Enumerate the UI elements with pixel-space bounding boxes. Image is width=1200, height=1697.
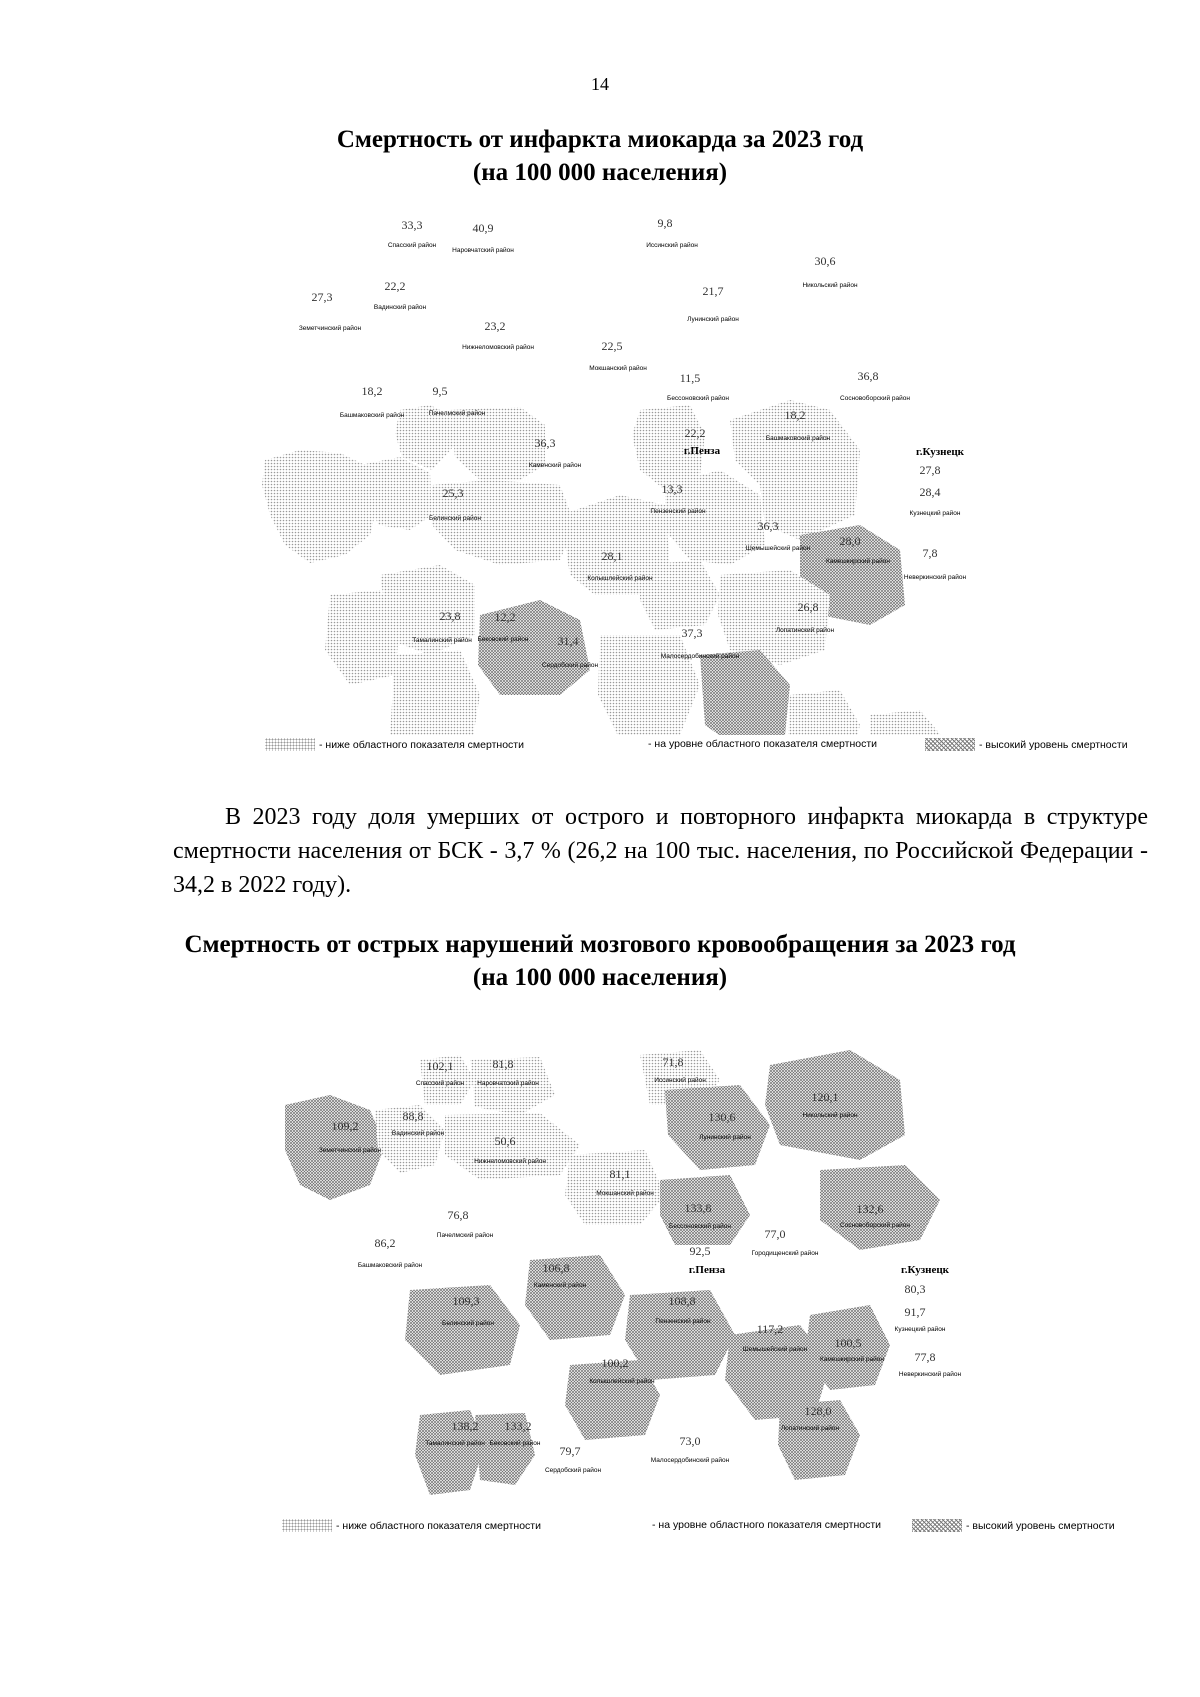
map2-name-bekovo: Бековский район	[489, 1440, 541, 1447]
map2-name-penza-city: г.Пенза	[688, 1264, 726, 1276]
map1-name-zemetchino: Земетчинский район	[298, 325, 362, 332]
map2-region-kamenka	[525, 1255, 625, 1340]
map2-val-sosnovoborsk: 132,6	[856, 1202, 884, 1216]
map1-name-serdobsk: Сердобский район	[541, 662, 599, 669]
map2-title-line2: (на 100 000 населения)	[472, 964, 728, 991]
map1-legend-level	[648, 738, 877, 750]
map1-legend-level-label: - на уровне областного показателя смертности	[648, 738, 878, 750]
map2-val-penza-city: 92,5	[689, 1244, 711, 1258]
map1-val-kameshkir: 28,0	[839, 534, 861, 548]
map2-name-spassk: Спасский район	[415, 1080, 465, 1087]
map1-val-bekovo: 12,2	[494, 610, 516, 624]
map2-name-mokshan: Мокшанский район	[596, 1190, 654, 1197]
map1-name-pachelma: Пачелмский район	[428, 410, 486, 417]
map1-val-pachelma: 9,5	[432, 384, 448, 398]
map2-region-kolyshley	[565, 1360, 660, 1440]
map1-name-mokshan: Мокшанский район	[589, 365, 647, 372]
map1-val-shemysheika: 36,3	[757, 519, 779, 533]
map2-region-mokshan	[565, 1150, 665, 1225]
map1-name-spassk: Спасский район	[387, 242, 437, 249]
map1-legend-below-label: - ниже областного показателя смертности	[319, 738, 524, 751]
map2-name-narovchat: Наровчатский район	[477, 1080, 539, 1087]
map1-name-penza-r: Пензенский район	[650, 508, 706, 515]
map2-val-narovchat: 81,8	[492, 1057, 514, 1071]
map1-val-kamenka: 36,3	[534, 436, 556, 450]
map1-name-bekovo: Бековский район	[477, 636, 529, 643]
map1-val-kuznetsk-r: 28,4	[919, 485, 941, 499]
map1-name-issa: Иссинский район	[646, 242, 698, 249]
map2-val-kolyshley: 100,2	[601, 1356, 629, 1370]
map1-val-tamala: 23,8	[439, 609, 461, 623]
map2-region-lunino	[665, 1085, 770, 1170]
map2-name-penza-r: Пензенский район	[655, 1318, 711, 1325]
map1-name-bashmakovo: Башмаковский район	[339, 412, 405, 419]
map2-name-malsardob: Малосердобинский район	[650, 1457, 730, 1464]
map1-val-kuznetsk-city: 27,8	[919, 463, 941, 477]
map1-name-vadinsk: Вадинский район	[373, 304, 427, 311]
map1-region-narovchat	[450, 407, 545, 480]
map2-name-sosnovoborsk: Сосновоборский район	[840, 1222, 910, 1229]
map1-val-malsardob: 37,3	[681, 626, 703, 640]
map1-val-neverkino: 7,8	[922, 546, 938, 560]
map1-name-penza-city: г.Пенза	[683, 445, 721, 457]
map2-val-shemysheika: 117,2	[756, 1322, 784, 1336]
map2-val-belinsky: 109,3	[452, 1294, 480, 1308]
map2-name-kuznetsk-city: г.Кузнецк	[900, 1264, 950, 1276]
map1-val-narovchat: 40,9	[472, 221, 494, 235]
map1-legend-swatch-high	[925, 738, 975, 751]
map2-title-line1: Смертность от острых нарушений мозгового кровообращения за 2023 год	[184, 931, 1016, 958]
map2-val-bessonovka: 133,8	[684, 1201, 712, 1215]
map2-val-bekovo: 133,2	[504, 1419, 532, 1433]
map1-choropleth	[0, 195, 1200, 735]
map2-name-belinsky: Белинский район	[442, 1320, 494, 1327]
map1-val-penza-city: 22,2	[684, 426, 706, 440]
map1-val-vadinsk: 22,2	[384, 279, 406, 293]
map2-legend-high	[912, 1519, 1115, 1532]
map1-name-belinsky: Белинский район	[429, 515, 481, 522]
map1-legend-swatch-below	[265, 738, 315, 751]
map1-legend-below	[265, 738, 524, 751]
map1-name-tamala: Тамалинский район	[412, 637, 472, 644]
map1-name-kamenka: Каменский район	[528, 462, 582, 469]
map2-val-kuznetsk-r: 91,7	[904, 1305, 926, 1319]
map2-name-tamala: Тамалинский район	[425, 1440, 485, 1447]
map1-name-gorodishche: Башмаковский район	[765, 435, 831, 442]
map1-title-line1: Смертность от инфаркта миокарда за 2023 год	[336, 126, 864, 153]
map2-name-pachelma: Пачелмский район	[436, 1232, 494, 1239]
map2-name-kameshkir: Камешкирский район	[819, 1356, 885, 1363]
map2-name-neverkino: Неверкинский район	[898, 1371, 962, 1378]
map1-val-bessonovka: 11,5	[679, 371, 701, 385]
map1-val-issa: 9,8	[657, 216, 673, 230]
map1-val-belinsky: 25,3	[442, 486, 464, 500]
map1-val-nikolsk: 30,6	[814, 254, 836, 268]
map1-name-bessonovka: Бессоновский район	[667, 395, 729, 402]
map1-val-bashmakovo: 18,2	[361, 384, 383, 398]
map2-val-mokshan: 81,1	[609, 1167, 631, 1181]
map2-name-nizhlomov: Нижнеломовский район	[474, 1158, 546, 1165]
map1-name-nikolsk: Никольский район	[802, 282, 858, 289]
map2-name-nikolsk: Никольский район	[802, 1112, 858, 1119]
map1-val-serdobsk: 31,4	[557, 634, 579, 648]
map1-region-penza-r	[598, 635, 700, 735]
map2-title	[60, 928, 1140, 994]
map1-name-lunino: Лунинский район	[687, 316, 739, 323]
map2-legend-swatch-below	[282, 1519, 332, 1532]
map2-name-lunino: Лунинский район	[699, 1134, 751, 1141]
map1-region-neverkino	[870, 710, 945, 735]
map2-val-nikolsk: 120,1	[811, 1090, 839, 1104]
map2-name-lopatino: Лопатинский район	[780, 1425, 840, 1432]
map1-title	[60, 123, 1140, 189]
map2-region-nikolsk	[765, 1050, 905, 1160]
map2-legend-level-label: - на уровне областного показателя смертности	[652, 1519, 882, 1531]
map1-legend-high-label: - высокий уровень смертности	[979, 738, 1128, 751]
map2-legend-swatch-high	[912, 1519, 962, 1532]
map2-legend-below	[282, 1519, 541, 1532]
map1-name-neverkino: Неверкинский район	[903, 574, 967, 581]
map1-val-zemetchino: 27,3	[311, 290, 333, 304]
map1-name-narovchat: Наровчатский район	[452, 247, 514, 254]
map2-val-spassk: 102,1	[426, 1059, 454, 1073]
map2-val-serdobsk: 79,7	[559, 1444, 581, 1458]
map2-val-penza-r: 108,8	[668, 1294, 696, 1308]
map1-name-nizhlomov: Нижнеломовский район	[462, 344, 534, 351]
map2-legend	[0, 1519, 1200, 1537]
map2-choropleth	[0, 1035, 1200, 1515]
map1-val-lunino: 21,7	[702, 284, 724, 298]
map1-name-shemysheika: Шемышейский район	[745, 545, 811, 552]
map2-name-issa: Иссинский район	[654, 1077, 706, 1084]
map2-val-pachelma: 76,8	[447, 1208, 469, 1222]
map1-name-kuznetsk-r: Кузнецкий район	[909, 510, 961, 517]
map1-name-kameshkir: Камешкирский район	[825, 558, 891, 565]
map2-name-shemysheika: Шемышейский район	[742, 1346, 808, 1353]
map2-name-zemetchino: Земетчинский район	[318, 1147, 382, 1154]
map2-name-bashmakovo: Башмаковский район	[357, 1262, 423, 1269]
map1-val-lopatino: 26,8	[797, 600, 819, 614]
page-number: 14	[591, 74, 609, 94]
map2-name-kuznetsk-r: Кузнецкий район	[894, 1326, 946, 1333]
map1-region-bessonovka	[640, 560, 720, 630]
map1-val-gorodishche: 18,2	[784, 408, 806, 422]
map1-name-kuznetsk-city: г.Кузнецк	[915, 446, 965, 458]
map1-legend	[0, 738, 1200, 756]
map1-val-mokshan: 22,5	[601, 339, 623, 353]
map2-val-gorodishche: 77,0	[764, 1227, 786, 1241]
map2-val-lopatino: 128,0	[804, 1404, 832, 1418]
map1-region-belinsky	[390, 650, 480, 735]
map1-region-kameshkir	[788, 690, 860, 735]
map2-name-kamenka: Каменский район	[533, 1282, 587, 1289]
map1-val-spassk: 33,3	[401, 218, 423, 232]
map2-val-tamala: 138,2	[451, 1419, 479, 1433]
map1-val-penza-r: 13,3	[661, 482, 683, 496]
map2-val-issa: 71,8	[662, 1055, 684, 1069]
map2-legend-level	[652, 1519, 881, 1531]
map2-val-zemetchino: 109,2	[331, 1119, 359, 1133]
paragraph-body: В 2023 году доля умерших от острого и повторного инфаркта миокарда в структуре смертности населения от БСК - 3,7 % (26,2 на 100 тыс. населения, по Российской Федерации - 34,2 в 2022 году).	[173, 804, 1148, 898]
map2-val-nizhlomov: 50,6	[494, 1134, 516, 1148]
map1-name-malsardob: Малосердобинский район	[660, 653, 740, 660]
map2-name-kolyshley: Колышлейский район	[589, 1378, 655, 1385]
map1-regions	[262, 400, 945, 735]
map2-val-kamenka: 106,8	[542, 1261, 570, 1275]
map2-val-vadinsk: 88,8	[402, 1109, 424, 1123]
map1-val-nizhlomov: 23,2	[484, 319, 506, 333]
map2-val-malsardob: 73,0	[679, 1434, 701, 1448]
map2-legend-below-label: - ниже областного показателя смертности	[336, 1519, 541, 1532]
map2-legend-high-label: - высокий уровень смертности	[966, 1519, 1115, 1532]
map1-legend-high	[925, 738, 1128, 751]
map2-val-lunino: 130,6	[708, 1110, 736, 1124]
map1-name-lopatino: Лопатинский район	[775, 627, 835, 634]
paragraph-text	[173, 800, 1148, 902]
map2-val-kuznetsk-city: 80,3	[904, 1282, 926, 1296]
map2-name-gorodishche: Городищенский район	[751, 1250, 819, 1257]
map2-val-kameshkir: 100,5	[834, 1336, 862, 1350]
map2-val-neverkino: 77,8	[914, 1350, 936, 1364]
map1-title-line2: (на 100 000 населения)	[472, 159, 728, 186]
map2-val-bashmakovo: 86,2	[374, 1236, 396, 1250]
map1-val-sosnovoborsk: 36,8	[857, 369, 879, 383]
map2-name-bessonovka: Бессоновский район	[669, 1223, 731, 1230]
map2-name-serdobsk: Сердобский район	[544, 1467, 602, 1474]
map1-name-kolyshley: Колышлейский район	[587, 575, 653, 582]
map1-val-kolyshley: 28,1	[601, 549, 623, 563]
map2-name-vadinsk: Вадинский район	[391, 1130, 445, 1137]
map1-name-sosnovoborsk: Сосновоборский район	[840, 395, 910, 402]
